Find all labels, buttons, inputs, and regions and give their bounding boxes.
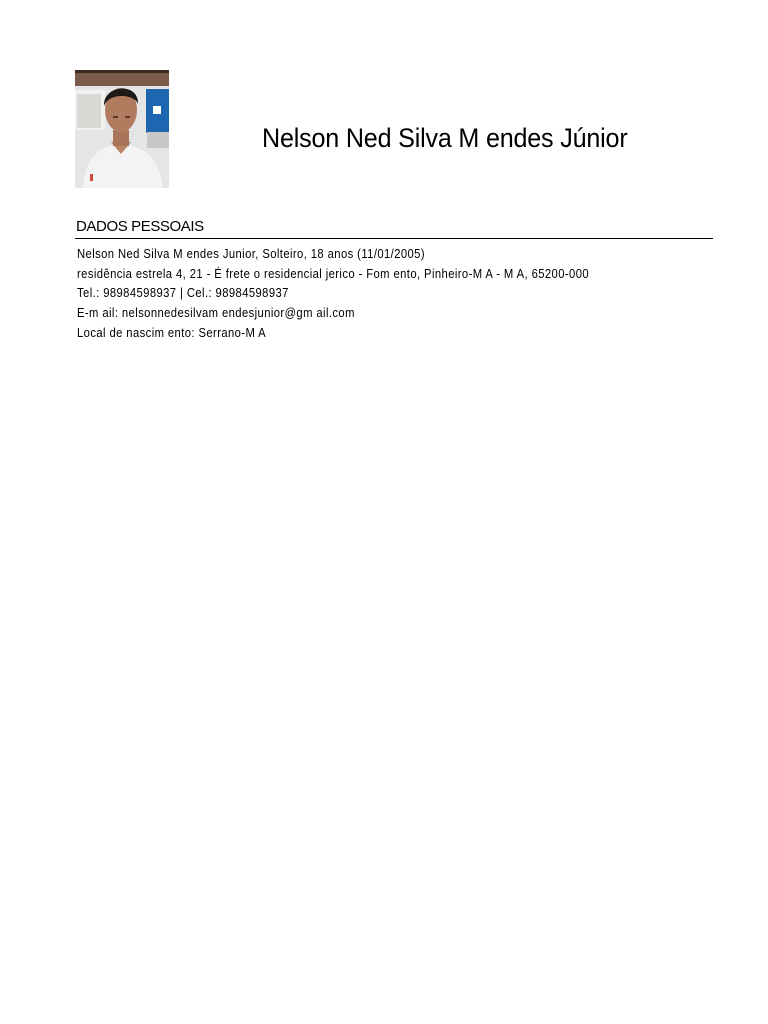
section-title-personal-data: DADOS PESSOAIS — [76, 218, 204, 235]
profile-photo — [75, 70, 169, 188]
candidate-name: Nelson Ned Silva M endes Júnior — [262, 123, 628, 153]
personal-details-list — [77, 245, 717, 344]
detail-line-identity: Nelson Ned Silva M endes Junior, Solteiro, 18 anos (11/01/2005) — [77, 247, 426, 261]
detail-line-phones: Tel.: 98984598937 | Cel.: 98984598937 — [77, 286, 289, 301]
section-divider — [75, 238, 713, 239]
detail-line-birthplace: Local de nascim ento: Serrano-M A — [77, 325, 267, 340]
detail-line-address: residência estrela 4, 21 - É frete o residencial jerico - Fom ento, Pinheiro-M A - M A, 65200-000 — [77, 266, 590, 281]
detail-line-email: E-m ail: nelsonnedesilvam endesjunior@gm ail.com — [77, 306, 355, 321]
